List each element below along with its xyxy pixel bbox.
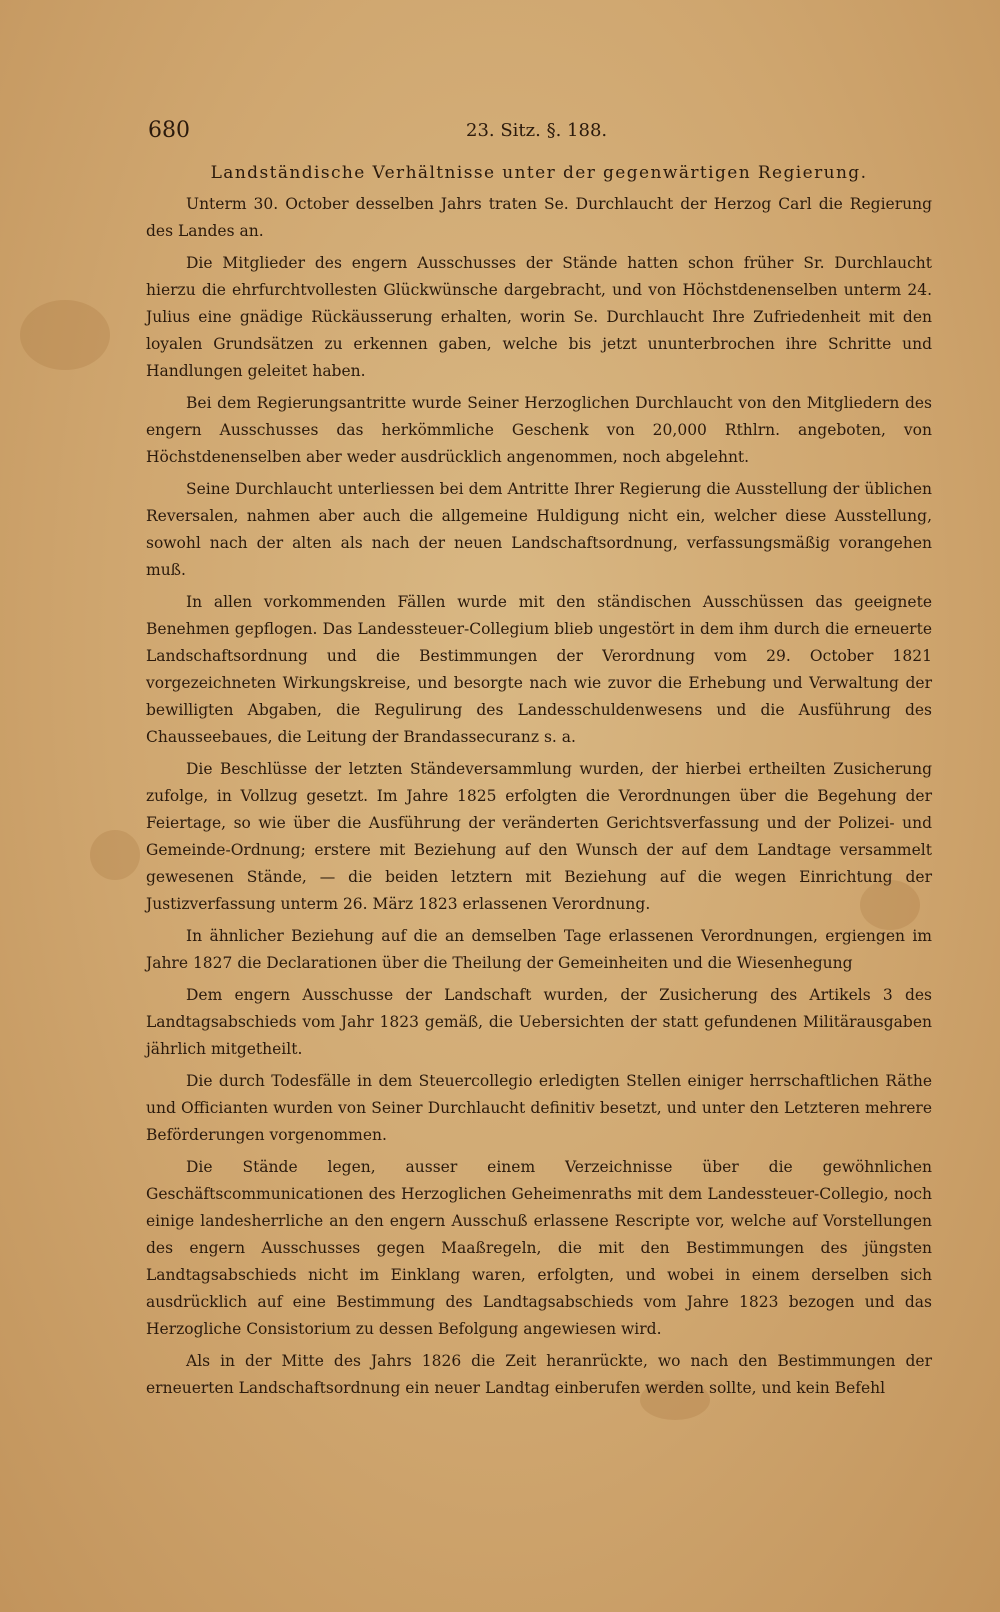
paragraph: Die Stände legen, ausser einem Verzeichnisse über die gewöhnlichen Geschäftscommunicationen des Herzoglichen Geheimenraths mit dem Landessteuer-Collegio, noch einige landesherrliche an den engern Ausschuß erlassene Rescripte vor, welche auf Vorstellungen des engern Ausschusses gegen Maaßregeln, die mit den Bestimmungen des jüngsten Landtagsabschieds nicht im Einklang waren, erfolgten, und wobei in einem derselben sich ausdrücklich auf eine Bestimmung des Landtagsabschieds vom Jahre 1823 bezogen und das Herzogliche Consistorium zu dessen Befolgung angewiesen wird. (146, 1158, 932, 1338)
running-head: 23. Sitz. §. 188. (466, 120, 608, 141)
page-number: 680 (148, 118, 190, 143)
paragraph: In ähnlicher Beziehung auf die an demselben Tage erlassenen Verordnungen, ergiengen im Jahre 1827 die Declarationen über die Theilung der Gemeinheiten und die Wiesenhegung (146, 927, 932, 972)
paragraph: In allen vorkommenden Fällen wurde mit den ständischen Ausschüssen das geeignete Benehmen gepflogen. Das Landessteuer-Collegium blieb ungestört in dem ihm durch die erneuerte Landschaftsordnung und die Bestimmungen der Verordnung vom 29. October 1821 vorgezeichneten Wirkungskreise, und besorgte nach wie zuvor die Erhebung und Verwaltung der bewilligten Abgaben, die Regulirung des Landesschuldenwesens und die Ausführung des Chausseebaues, die Leitung der Brandassecuranz s. a. (146, 593, 932, 746)
page-header (148, 118, 888, 148)
paragraph: Die Mitglieder des engern Ausschusses der Stände hatten schon früher Sr. Durchlaucht hierzu die ehrfurchtvollesten Glückwünsche dargebracht, und von Höchstdenenselben unterm 24. Julius eine gnädige Rückäusserung erhalten, worin Se. Durchlaucht Ihre Zufriedenheit mit den loyalen Grundsätzen zu erkennen gaben, welche bis jetzt ununterbrochen ihre Schritte und Handlungen geleitet haben. (146, 254, 932, 380)
paper-stain (20, 300, 110, 370)
section-title: Landständische Verhältnisse unter der gegenwärtigen Regierung. (210, 163, 868, 183)
paragraph: Die durch Todesfälle in dem Steuercollegio erledigten Stellen einiger herrschaftlichen Räthe und Officianten wurden von Seiner Durchlaucht definitiv besetzt, und unter den Letzteren mehrere Beförderungen vorgenommen. (146, 1072, 932, 1144)
paragraph: Bei dem Regierungsantritte wurde Seiner Herzoglichen Durchlaucht von den Mitgliedern des engern Ausschusses das herkömmliche Geschenk von 20,000 Rthlrn. angeboten, von Höchstdenenselben aber weder ausdrücklich angenommen, noch abgelehnt. (146, 394, 932, 466)
paper-stain (90, 830, 140, 880)
paragraph: Unterm 30. October desselben Jahrs traten Se. Durchlaucht der Herzog Carl die Regierung des Landes an. (146, 195, 932, 240)
paragraph: Als in der Mitte des Jahrs 1826 die Zeit heranrückte, wo nach den Bestimmungen der erneuerten Landschaftsordnung ein neuer Landtag einberufen werden sollte, und kein Befehl (146, 1352, 932, 1397)
paragraph: Die Beschlüsse der letzten Ständeversammlung wurden, der hierbei ertheilten Zusicherung zufolge, in Vollzug gesetzt. Im Jahre 1825 erfolgten die Verordnungen über die Begehung der Feiertage, so wie über die Ausführung der veränderten Gerichtsverfassung und der Polizei- und Gemeinde-Ordnung; erstere mit Beziehung auf den Wunsch der auf dem Landtage versammelt gewesenen Stände, — die beiden letztern mit Beziehung auf die wegen Einrichtung der Justizverfassung unterm 26. März 1823 erlassenen Verordnung. (146, 760, 932, 913)
paragraph: Seine Durchlaucht unterliessen bei dem Antritte Ihrer Regierung die Ausstellung der üblichen Reversalen, nahmen aber auch die allgemeine Huldigung nicht ein, welcher diese Ausstellung, sowohl nach der alten als nach der neuen Landschaftsordnung, verfassungsmäßig vorangehen muß. (146, 480, 932, 579)
paragraph: Dem engern Ausschusse der Landschaft wurden, der Zusicherung des Artikels 3 des Landtagsabschieds vom Jahr 1823 gemäß, die Uebersichten der statt gefundenen Militärausgaben jährlich mitgetheilt. (146, 986, 932, 1058)
page-body (146, 160, 932, 1407)
